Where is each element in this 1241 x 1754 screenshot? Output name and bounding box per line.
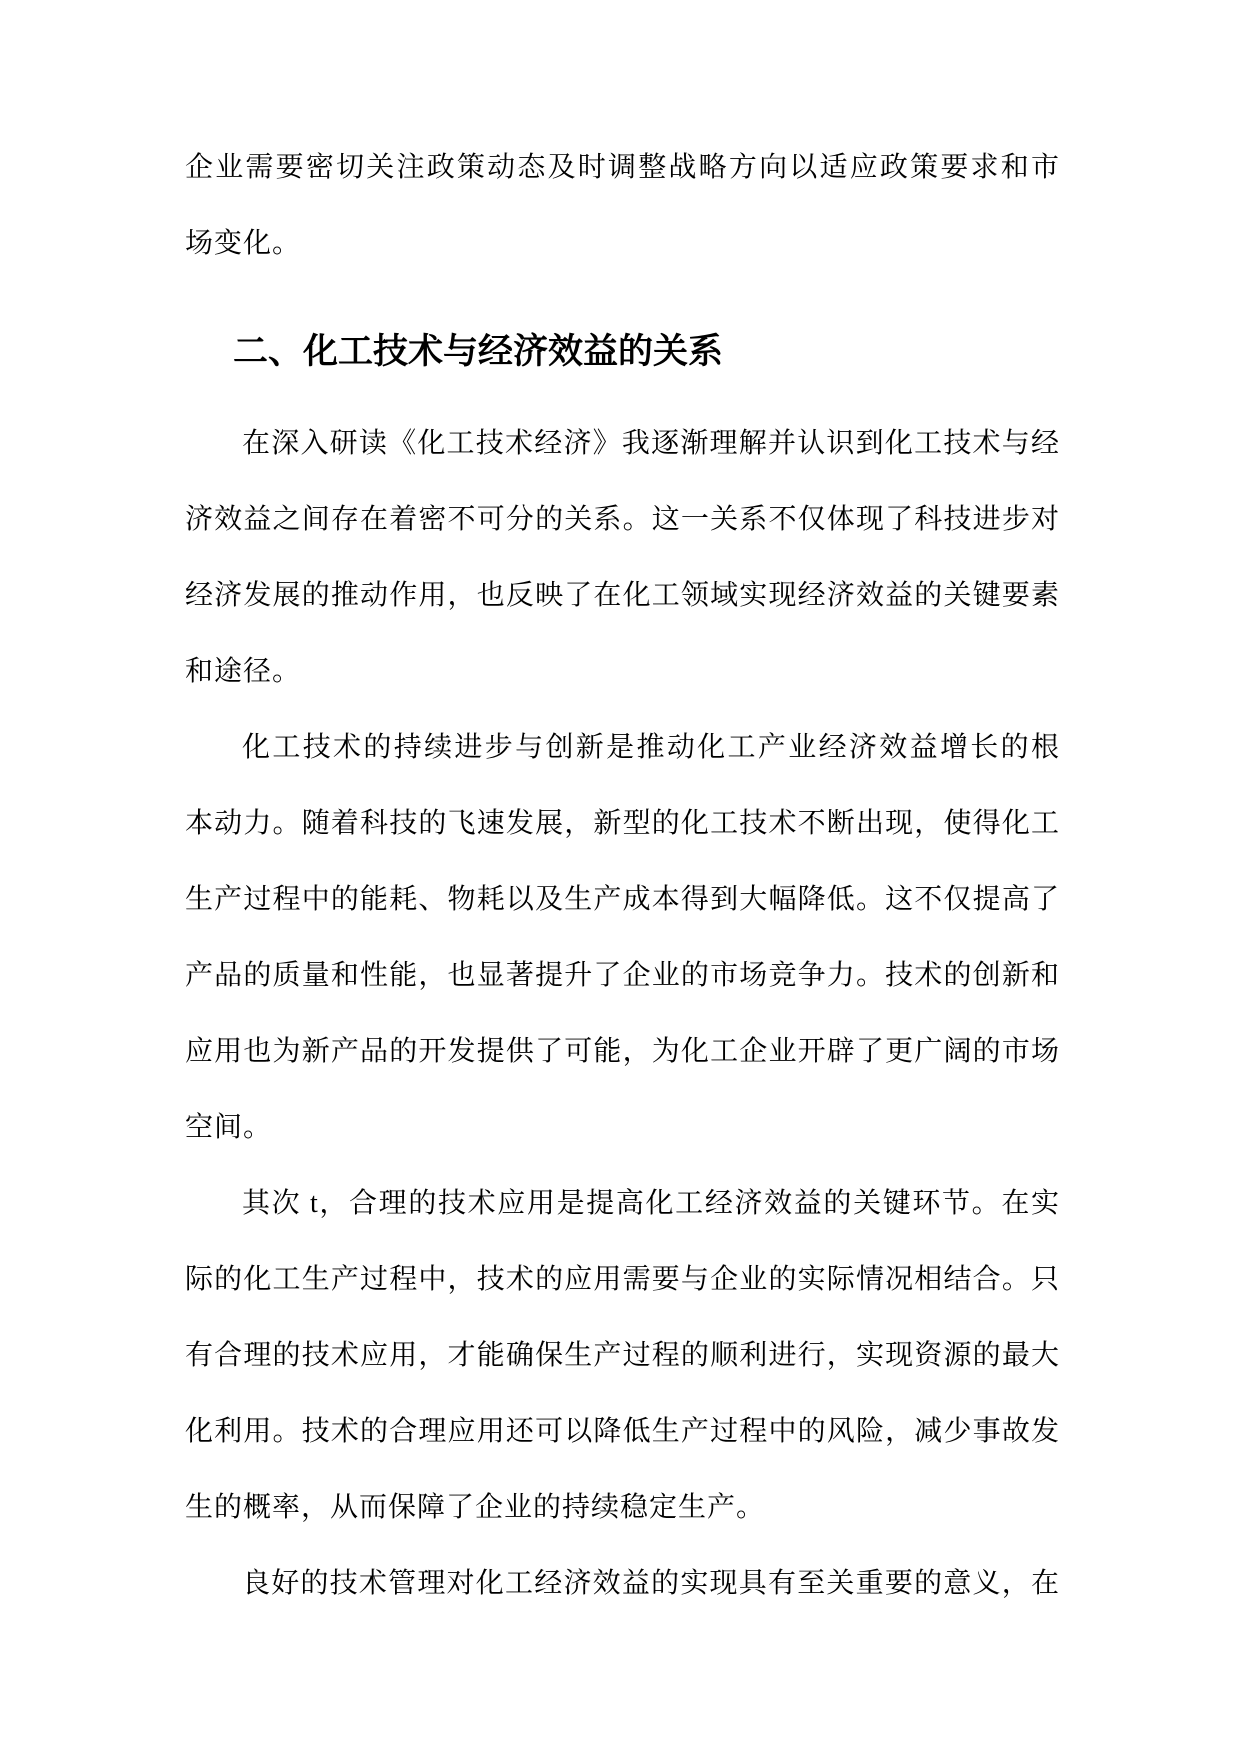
paragraph	[185, 406, 1060, 710]
paragraph	[185, 1166, 1060, 1546]
paragraph-continuation	[185, 130, 1060, 282]
text-line: 产品的质量和性能，也显著提升了企业的市场竞争力。技术的创新和	[185, 960, 1060, 991]
text-line: 生的概率，从而保障了企业的持续稳定生产。	[185, 1492, 766, 1523]
text-line: 在深入研读《化工技术经济》我逐渐理解并认识到化工技术与经	[242, 428, 1060, 459]
text-line: 济效益之间存在着密不可分的关系。这一关系不仅体现了科技进步对	[185, 504, 1060, 535]
text-line: 其次 t，合理的技术应用是提高化工经济效益的关键环节。在实	[242, 1188, 1060, 1219]
text-line: 企业需要密切关注政策动态及时调整战略方向以适应政策要求和市	[185, 152, 1060, 183]
text-line: 场变化。	[185, 228, 302, 259]
text-line: 生产过程中的能耗、物耗以及生产成本得到大幅降低。这不仅提高了	[185, 884, 1060, 915]
text-line: 有合理的技术应用，才能确保生产过程的顺利进行，实现资源的最大	[185, 1340, 1060, 1371]
text-line: 经济发展的推动作用，也反映了在化工领域实现经济效益的关键要素	[185, 580, 1060, 611]
text-line: 化工技术的持续进步与创新是推动化工产业经济效益增长的根	[242, 732, 1060, 763]
section-heading: 二、化工技术与经济效益的关系	[233, 332, 724, 371]
paragraph	[185, 710, 1060, 1166]
text-line: 本动力。随着科技的飞速发展，新型的化工技术不断出现，使得化工	[185, 808, 1060, 839]
text-line: 化利用。技术的合理应用还可以降低生产过程中的风险，减少事故发	[185, 1416, 1060, 1447]
text-line: 际的化工生产过程中，技术的应用需要与企业的实际情况相结合。只	[185, 1264, 1060, 1295]
text-line: 应用也为新产品的开发提供了可能，为化工企业开辟了更广阔的市场	[185, 1036, 1060, 1067]
paragraph	[185, 1546, 1060, 1622]
text-line: 和途径。	[185, 656, 302, 687]
text-line: 空间。	[185, 1112, 273, 1143]
text-line: 良好的技术管理对化工经济效益的实现具有至关重要的意义，在	[242, 1568, 1060, 1599]
